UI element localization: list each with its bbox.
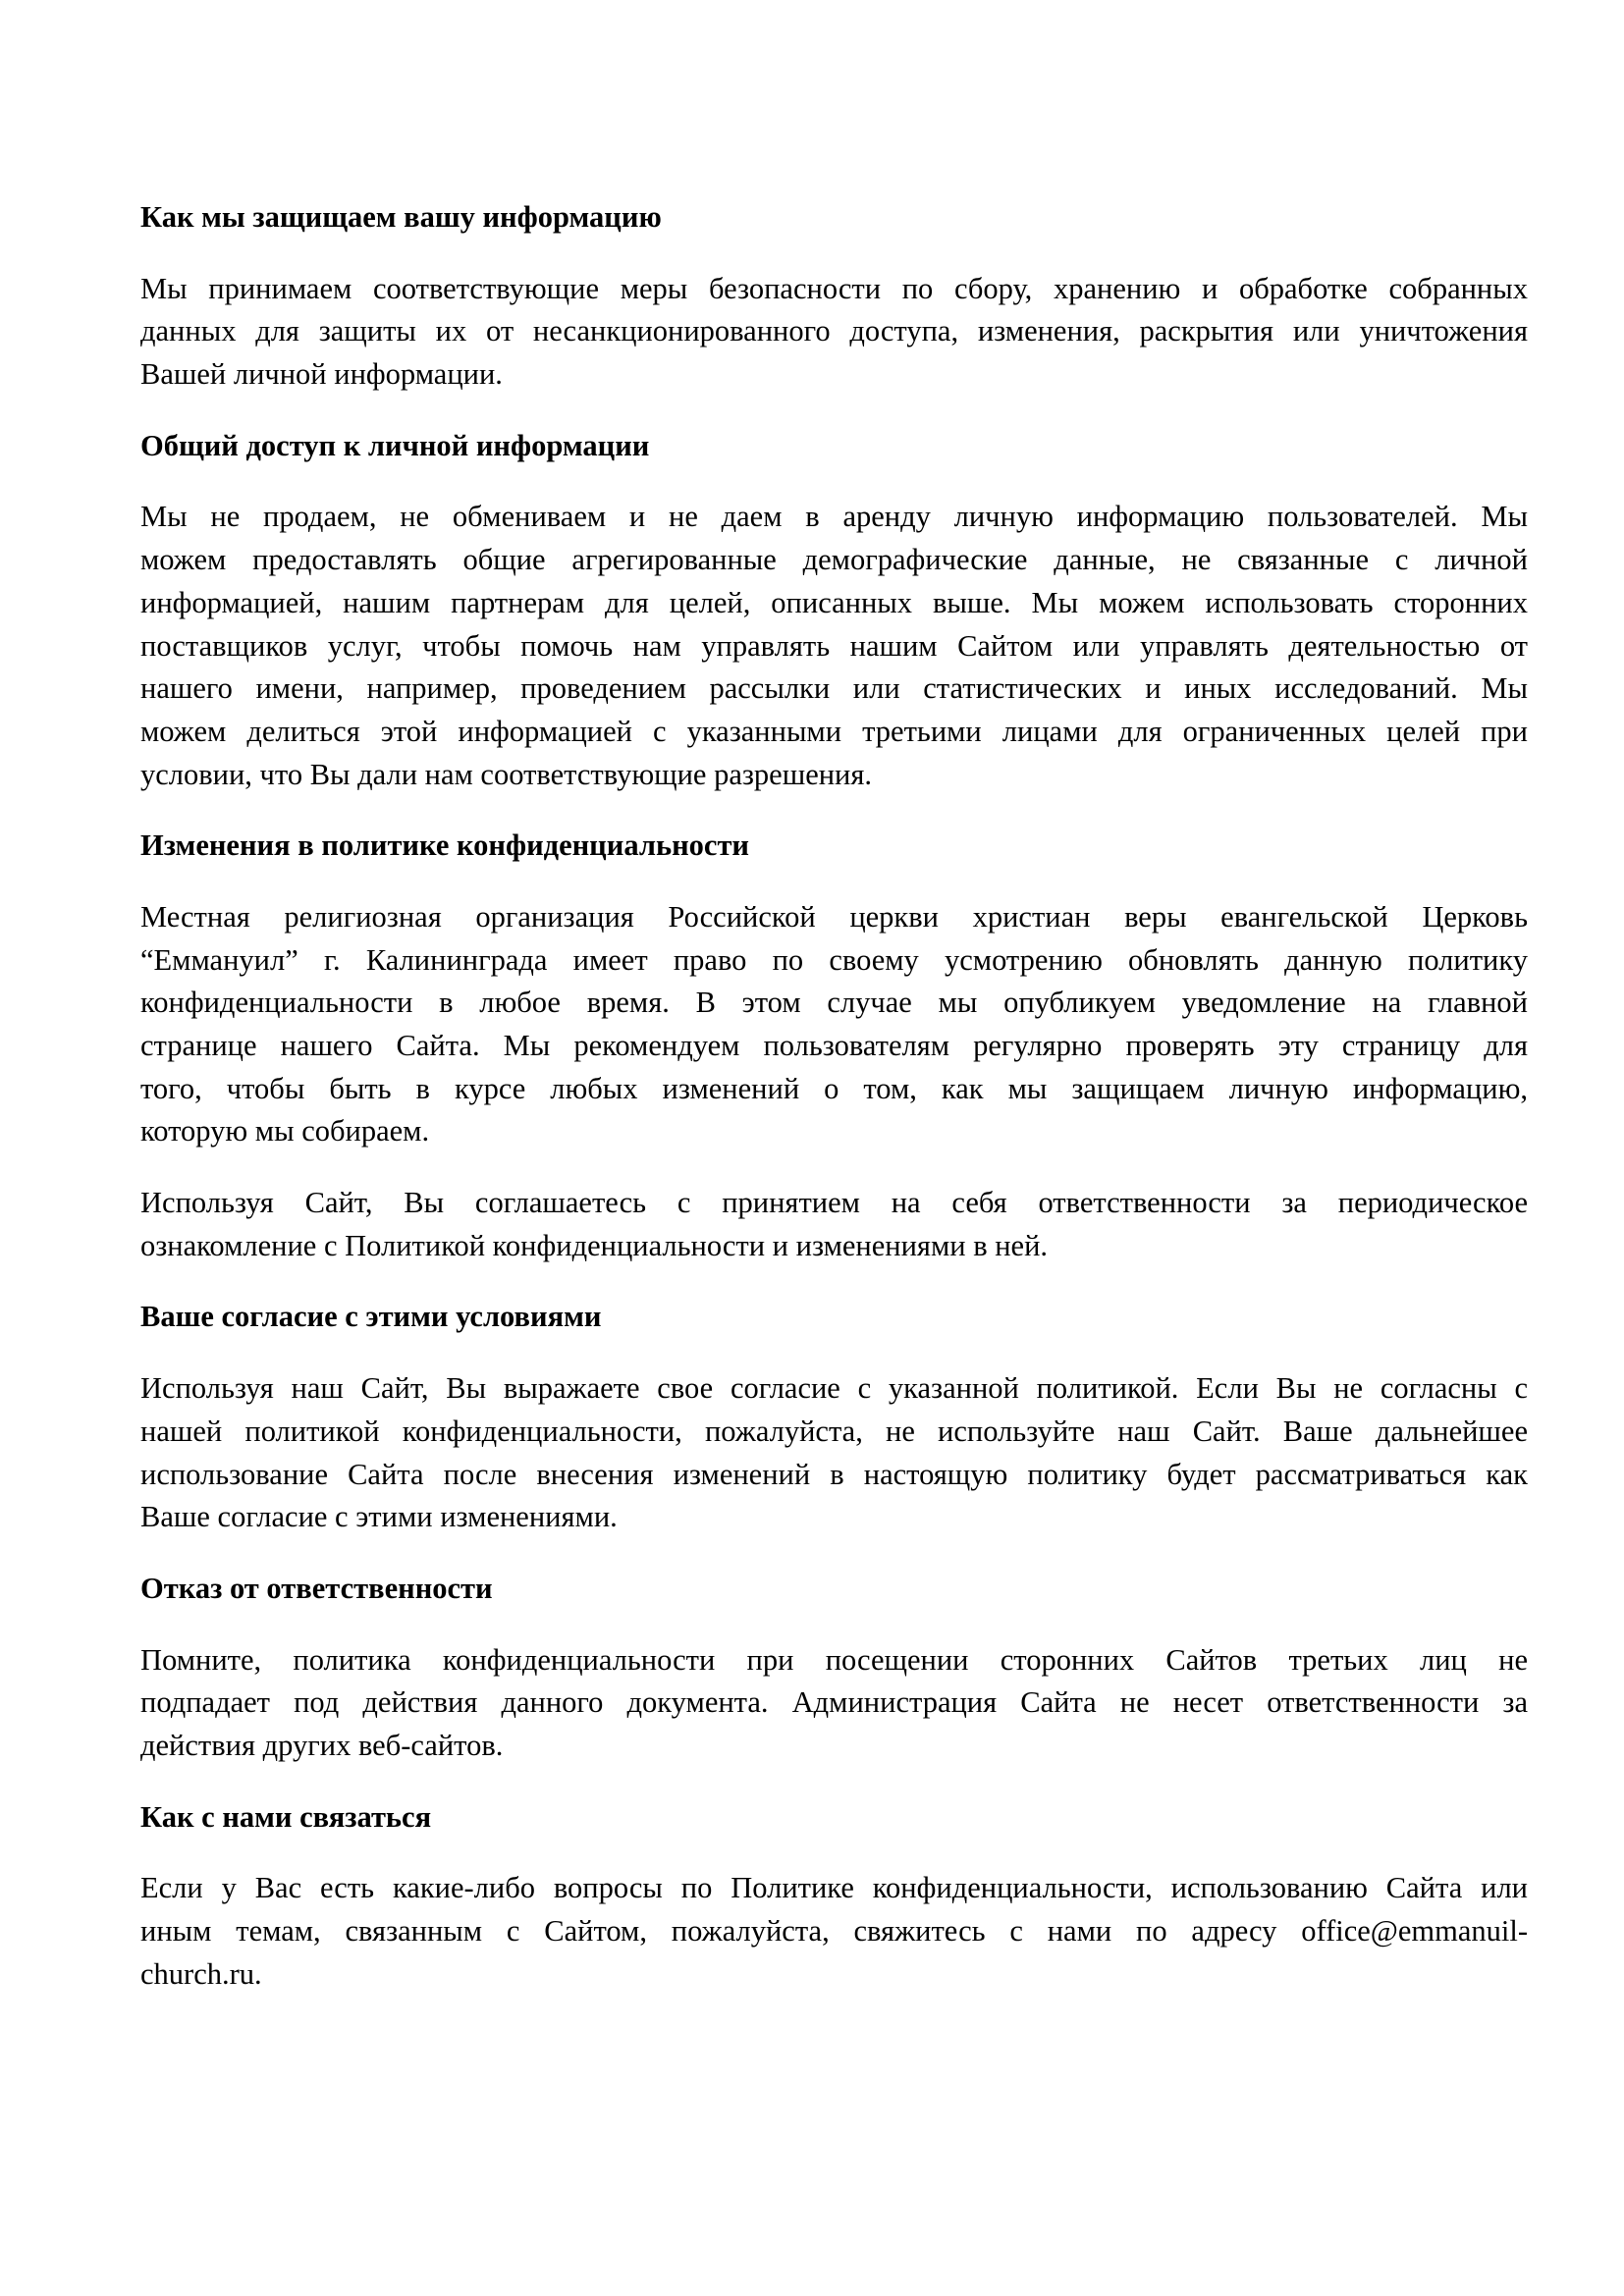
section-heading-protection: Как мы защищаем вашу информацию: [140, 200, 662, 234]
document-page: [140, 196, 1528, 2024]
paragraph-periodic-review: [140, 1182, 1528, 1267]
text-line: ознакомление с Политикой конфиденциальности и изменениями в ней.: [140, 1228, 1049, 1262]
text-line: Ваше согласие с этими изменениями.: [140, 1500, 618, 1534]
paragraph-contact: [140, 1867, 1528, 1996]
text-line: подпадает под действия данного документа. Администрация Сайта не несет ответственности за: [140, 1685, 1528, 1720]
text-line: нашего имени, например, проведением рассылки или статистических и иных исследований. Мы: [140, 671, 1528, 706]
text-line: нашей политикой конфиденциальности, пожалуйста, не используйте наш Сайт. Ваше дальнейшее: [140, 1414, 1528, 1448]
text-line: church.ru.: [140, 1956, 262, 1991]
text-line: можем предоставлять общие агрегированные демографические данные, не связанные с личной: [140, 543, 1528, 577]
section-heading-consent: Ваше согласие с этими условиями: [140, 1300, 602, 1334]
text-line: которую мы собираем.: [140, 1114, 430, 1148]
text-line: данных для защиты их от несанкционированного доступа, изменения, раскрытия или уничтожения: [140, 314, 1528, 348]
text-line: действия других веб-сайтов.: [140, 1728, 504, 1762]
text-line: Мы не продаем, не обмениваем и не даем в аренду личную информацию пользователей. Мы: [140, 500, 1528, 534]
text-line: конфиденциальности в любое время. В этом случае мы опубликуем уведомление на главной: [140, 986, 1528, 1020]
paragraph-consent: [140, 1367, 1528, 1539]
text-line: поставщиков услуг, чтобы помочь нам управлять нашим Сайтом или управлять деятельностью от: [140, 628, 1528, 663]
paragraph-protection: [140, 268, 1528, 397]
text-line: условии, что Вы дали нам соответствующие разрешения.: [140, 757, 873, 791]
text-line: информацией, нашим партнерам для целей, описанных выше. Мы можем использовать сторонних: [140, 585, 1528, 619]
text-line: Используя наш Сайт, Вы выражаете свое согласие с указанной политикой. Если Вы не согласны с: [140, 1371, 1528, 1406]
text-line: Мы принимаем соответствующие меры безопасности по сбору, хранению и обработке собранных: [140, 271, 1528, 305]
paragraph-policy-changes: [140, 896, 1528, 1153]
text-line: Используя Сайт, Вы соглашаетесь с принятием на себя ответственности за периодическое: [140, 1186, 1528, 1220]
text-line: Вашей личной информации.: [140, 357, 503, 392]
text-line: иным темам, связанным с Сайтом, пожалуйста, свяжитесь с нами по адресу office@emmanuil-: [140, 1914, 1528, 1948]
paragraph-sharing: [140, 496, 1528, 796]
section-heading-policy-changes: Изменения в политике конфиденциальности: [140, 828, 750, 863]
text-line: того, чтобы быть в курсе любых изменений о том, как мы защищаем личную информацию,: [140, 1071, 1528, 1105]
text-line: использование Сайта после внесения изменений в настоящую политику будет рассматриваться как: [140, 1457, 1528, 1491]
text-line: странице нашего Сайта. Мы рекомендуем пользователям регулярно проверять эту страницу для: [140, 1029, 1528, 1062]
paragraph-disclaimer: [140, 1639, 1528, 1768]
text-line: Помните, политика конфиденциальности при посещении сторонних Сайтов третьих лиц не: [140, 1642, 1528, 1677]
text-line: “Еммануил” г. Калининграда имеет право по своему усмотрению обновлять данную политику: [140, 942, 1528, 977]
section-heading-contact: Как с нами связаться: [140, 1799, 432, 1834]
text-line: можем делиться этой информацией с указанными третьими лицами для ограниченных целей при: [140, 714, 1528, 748]
section-heading-disclaimer: Отказ от ответственности: [140, 1571, 493, 1605]
text-line: Местная религиозная организация Российской церкви христиан веры евангельской Церковь: [140, 899, 1528, 934]
text-line: Если у Вас есть какие-либо вопросы по Политике конфиденциальности, использованию Сайта или: [140, 1871, 1528, 1905]
section-heading-sharing: Общий доступ к личной информации: [140, 428, 650, 462]
